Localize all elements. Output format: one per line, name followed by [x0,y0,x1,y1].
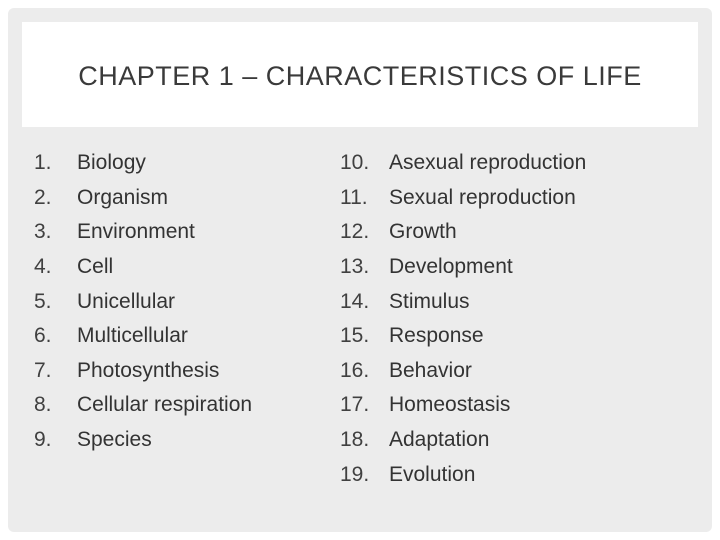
item-term: Cell [77,255,114,279]
item-term: Response [389,324,484,348]
item-number: 3. [34,220,52,244]
list-item [340,423,586,458]
item-number: 13. [340,255,370,279]
list-item [34,181,252,216]
item-number: 15. [340,324,370,348]
item-term: Multicellular [77,324,188,348]
list-item [340,146,586,181]
list-item [34,319,252,354]
list-item [34,215,252,250]
list-item [34,354,252,389]
item-term: Evolution [389,462,476,486]
item-term: Sexual reproduction [389,185,576,209]
list-item [34,284,252,319]
list-item [34,146,252,181]
item-number: 9. [34,428,52,452]
item-term: Behavior [389,358,472,382]
item-number: 14. [340,289,370,313]
list-item [34,388,252,423]
item-number: 5. [34,289,52,313]
item-number: 17. [340,393,370,417]
item-number: 10. [340,151,370,175]
list-item [34,423,252,458]
list-item [340,284,586,319]
item-number: 7. [34,358,52,382]
item-term: Unicellular [77,289,176,313]
vocabulary-list-left [34,146,252,457]
slide-title: CHAPTER 1 – CHARACTERISTICS OF LIFE [78,61,642,91]
list-item [340,215,586,250]
item-number: 18. [340,428,370,452]
item-term: Species [77,428,152,452]
item-term: Biology [77,151,146,175]
item-number: 1. [34,151,52,175]
item-term: Photosynthesis [77,358,220,382]
list-item [340,250,586,285]
item-number: 8. [34,393,52,417]
item-term: Cellular respiration [77,393,253,417]
item-term: Homeostasis [389,393,511,417]
list-item [340,181,586,216]
vocabulary-list-right [340,146,586,492]
list-item [34,250,252,285]
item-number: 12. [340,220,370,244]
item-term: Development [389,255,513,279]
list-item [340,388,586,423]
item-term: Stimulus [389,289,470,313]
item-number: 11. [340,185,368,209]
item-term: Adaptation [389,428,490,452]
item-term: Growth [389,220,457,244]
item-term: Organism [77,185,169,209]
list-item [340,354,586,389]
item-number: 2. [34,185,52,209]
item-number: 6. [34,324,52,348]
item-number: 16. [340,358,370,382]
item-number: 4. [34,255,52,279]
slide [8,8,712,532]
item-term: Environment [77,220,195,244]
item-number: 19. [340,462,370,486]
item-term: Asexual reproduction [389,151,587,175]
list-item [340,457,586,492]
list-item [340,319,586,354]
title-box [22,22,698,127]
